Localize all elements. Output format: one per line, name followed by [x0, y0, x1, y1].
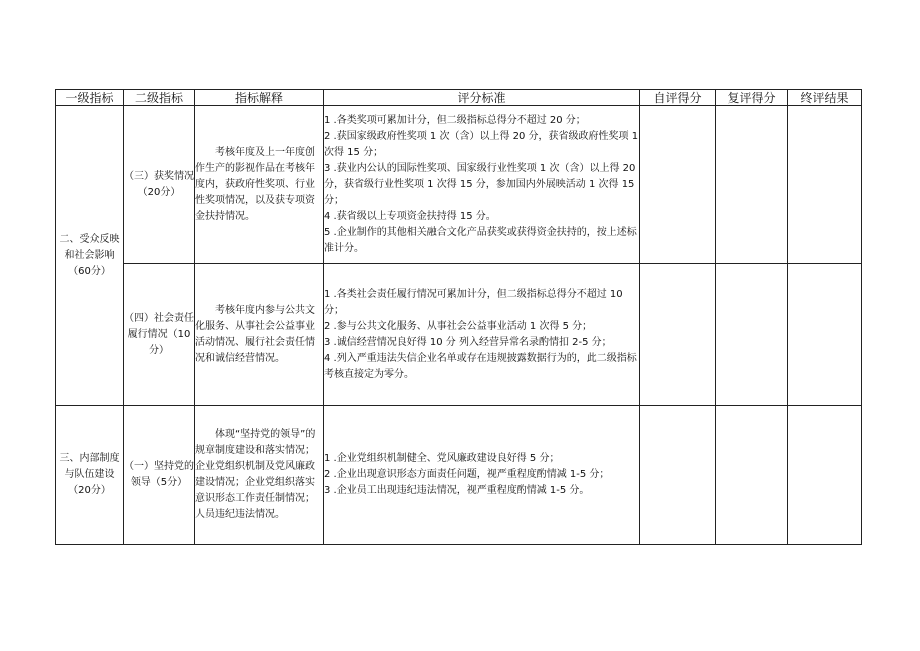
self-score-cell[interactable] — [640, 106, 716, 264]
final-result-cell[interactable] — [788, 264, 862, 406]
explain-cell — [195, 406, 324, 545]
header-final-result: 终评结果 — [788, 90, 862, 106]
explain-text: 考核年度内参与公共文化服务、从事社会公益事业活动情况、履行社会责任情况和诚信经营情况。 — [195, 304, 315, 364]
explain-text: 体现“坚持党的领导”的规章制度建设和落实情况；企业党组织机制及党风廉政建设情况；企业党组织落实意识形态工作责任制情况；人员违纪违法情况。 — [195, 429, 316, 520]
table-row — [56, 406, 862, 545]
criteria-cell — [324, 264, 640, 406]
header-level1: 一级指标 — [56, 90, 124, 106]
assessment-table — [55, 89, 862, 545]
criteria-cell — [324, 106, 640, 264]
header-level2: 二级指标 — [124, 90, 195, 106]
criteria-item: 4 .获省级以上专项资金扶持得 15 分。 — [324, 210, 496, 222]
explain-text: 考核年度及上一年度创作生产的影视作品在考核年度内，获政府性奖项、行业性奖项情况，以及获专项资金扶持情况。 — [195, 146, 315, 222]
self-score-cell[interactable] — [640, 406, 716, 545]
criteria-item: 1 .各类社会责任履行情况可累加计分，但二级指标总得分不超过 10 分； — [324, 288, 623, 316]
header-explain: 指标解释 — [195, 90, 324, 106]
criteria-item: 3 .企业员工出现违纪违法情况，视严重程度酌情减 1-5 分。 — [324, 485, 590, 496]
criteria-item: 1 .企业党组织机制健全、党风廉政建设良好得 5 分； — [324, 453, 560, 464]
criteria-cell — [324, 406, 640, 545]
criteria-item: 5 .企业制作的其他相关融合文化产品获奖或获得资金扶持的，按上述标准计分。 — [324, 226, 637, 254]
level2-cell: （三）获奖情况（20分） — [124, 106, 195, 264]
table-row — [56, 264, 862, 406]
header-self-score: 自评得分 — [640, 90, 716, 106]
header-criteria: 评分标准 — [324, 90, 640, 106]
level2-cell: （四）社会责任履行情况（10分） — [124, 264, 195, 406]
criteria-item: 3 .诚信经营情况良好得 10 分 列入经营异常名录酌情扣 2-5 分； — [324, 336, 612, 348]
criteria-item: 2 .参与公共文化服务、从事社会公益事业活动 1 次得 5 分； — [324, 320, 593, 332]
criteria-item: 1 .各类奖项可累加计分，但二级指标总得分不超过 20 分； — [324, 114, 586, 126]
header-row — [56, 90, 862, 106]
criteria-item: 4 .列入严重违法失信企业名单或存在违规披露数据行为的，此二级指标考核直接定为零分。 — [324, 352, 637, 380]
header-review-score: 复评得分 — [716, 90, 788, 106]
table-row — [56, 106, 862, 264]
level1-cell: 二、受众反映和社会影响（60分） — [56, 106, 124, 406]
review-score-cell[interactable] — [716, 106, 788, 264]
final-result-cell[interactable] — [788, 106, 862, 264]
level1-cell: 三、内部制度与队伍建设（20分） — [56, 406, 124, 545]
review-score-cell[interactable] — [716, 264, 788, 406]
review-score-cell[interactable] — [716, 406, 788, 545]
self-score-cell[interactable] — [640, 264, 716, 406]
explain-cell — [195, 106, 324, 264]
criteria-item: 3 .获业内公认的国际性奖项、国家级行业性奖项 1 次（含）以上得 20 分，获省级行业性奖项 1 次得 15 分，参加国内外展映活动 1 次得 15 分； — [324, 162, 636, 206]
final-result-cell[interactable] — [788, 406, 862, 545]
criteria-item: 2 .企业出现意识形态方面责任问题，视严重程度酌情减 1-5 分； — [324, 469, 610, 480]
level2-cell: （一）坚持党的领导（5分） — [124, 406, 195, 545]
criteria-item: 2 .获国家级政府性奖项 1 次（含）以上得 20 分，获省级政府性奖项 1 次得 15 分； — [324, 130, 639, 158]
explain-cell — [195, 264, 324, 406]
